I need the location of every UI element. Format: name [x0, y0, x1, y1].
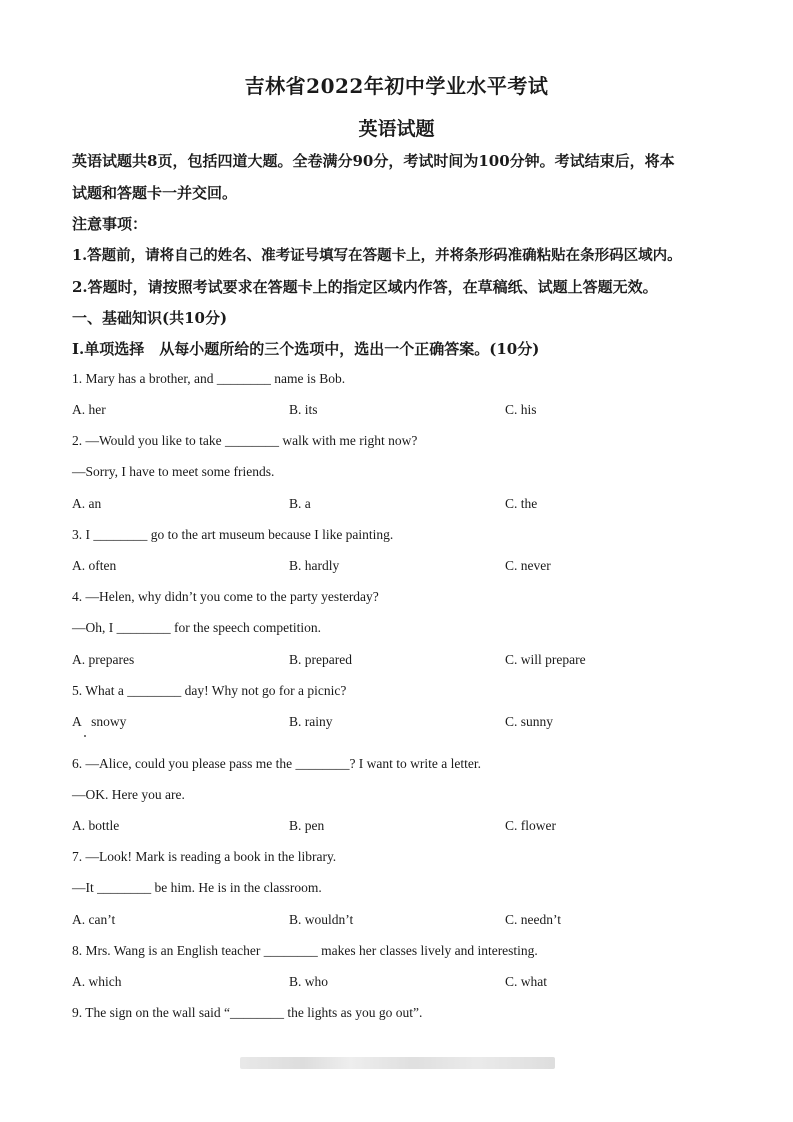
intro-line-2: 试题和答题卡一并交回。: [72, 184, 238, 202]
q7-option-c: C. needn’t: [505, 912, 561, 927]
question-4-response: —Oh, I ________ for the speech competition.: [72, 620, 321, 635]
question-8: 8. Mrs. Wang is an English teacher ________ makes her classes lively and interesting.: [72, 943, 538, 958]
notes-item-2: 2.答题时，请按照考试要求在答题卡上的指定区域内作答，在草稿纸、试题上答题无效。: [72, 278, 658, 296]
question-7-response: —It ________ be him. He is in the classroom.: [72, 880, 322, 895]
q6-option-c: C. flower: [505, 818, 556, 833]
q1-option-b: B. its: [289, 402, 318, 417]
question-9: 9. The sign on the wall said “________ the lights as you go out”.: [72, 1005, 423, 1020]
part-heading: I.单项选择 从每小题所给的三个选项中，选出一个正确答案。(10分): [72, 340, 540, 358]
notes-item-1: 1.答题前，请将自己的姓名、准考证号填写在答题卡上，并将条形码准确粘贴在条形码区域内。: [72, 247, 682, 264]
q7-option-b: B. wouldn’t: [289, 912, 354, 927]
q4-option-b: B. prepared: [289, 652, 352, 667]
question-7: 7. —Look! Mark is reading a book in the library.: [72, 849, 337, 864]
q8-option-a: A. which: [72, 974, 122, 989]
q6-option-b: B. pen: [289, 818, 325, 833]
page-subtitle: 英语试题: [358, 118, 435, 140]
question-6-response: —OK. Here you are.: [72, 787, 185, 802]
intro-line-1: 英语试题共8页，包括四道大题。全卷满分90分，考试时间为100分钟。考试结束后，将本: [72, 152, 675, 170]
q3-option-a: A. often: [72, 558, 117, 573]
q3-option-b: B. hardly: [289, 558, 340, 573]
stray-dot: [84, 735, 86, 737]
q3-option-c: C. never: [505, 558, 551, 573]
q6-option-a: A. bottle: [72, 818, 120, 833]
question-2: 2. —Would you like to take ________ walk with me right now?: [72, 433, 418, 448]
q8-option-b: B. who: [289, 974, 329, 989]
page-title: 吉林省2022年初中学业水平考试: [244, 74, 549, 98]
q1-option-a: A. her: [72, 402, 106, 417]
question-1: 1. Mary has a brother, and ________ name is Bob.: [72, 371, 346, 386]
q5-option-c: C. sunny: [505, 714, 554, 729]
q2-option-c: C. the: [505, 496, 538, 511]
question-6: 6. —Alice, could you please pass me the ________? I want to write a letter.: [72, 756, 482, 771]
q4-option-c: C. will prepare: [505, 652, 586, 667]
q5-option-a: A snowy: [72, 714, 127, 729]
q2-option-a: A. an: [72, 496, 102, 511]
q8-option-c: C. what: [505, 974, 547, 989]
question-4: 4. —Helen, why didn’t you come to the party yesterday?: [72, 589, 379, 604]
notes-heading: 注意事项：: [72, 215, 148, 233]
question-3: 3. I ________ go to the art museum because I like painting.: [72, 527, 394, 542]
q7-option-a: A. can’t: [72, 912, 116, 927]
q1-option-c: C. his: [505, 402, 537, 417]
q2-option-b: B. a: [289, 496, 311, 511]
section-heading: 一、基础知识(共10分): [72, 309, 228, 327]
q5-option-b: B. rainy: [289, 714, 333, 729]
question-2-response: —Sorry, I have to meet some friends.: [72, 464, 275, 479]
q4-option-a: A. prepares: [72, 652, 135, 667]
question-5: 5. What a ________ day! Why not go for a picnic?: [72, 683, 347, 698]
footer-watermark: [240, 1057, 555, 1069]
